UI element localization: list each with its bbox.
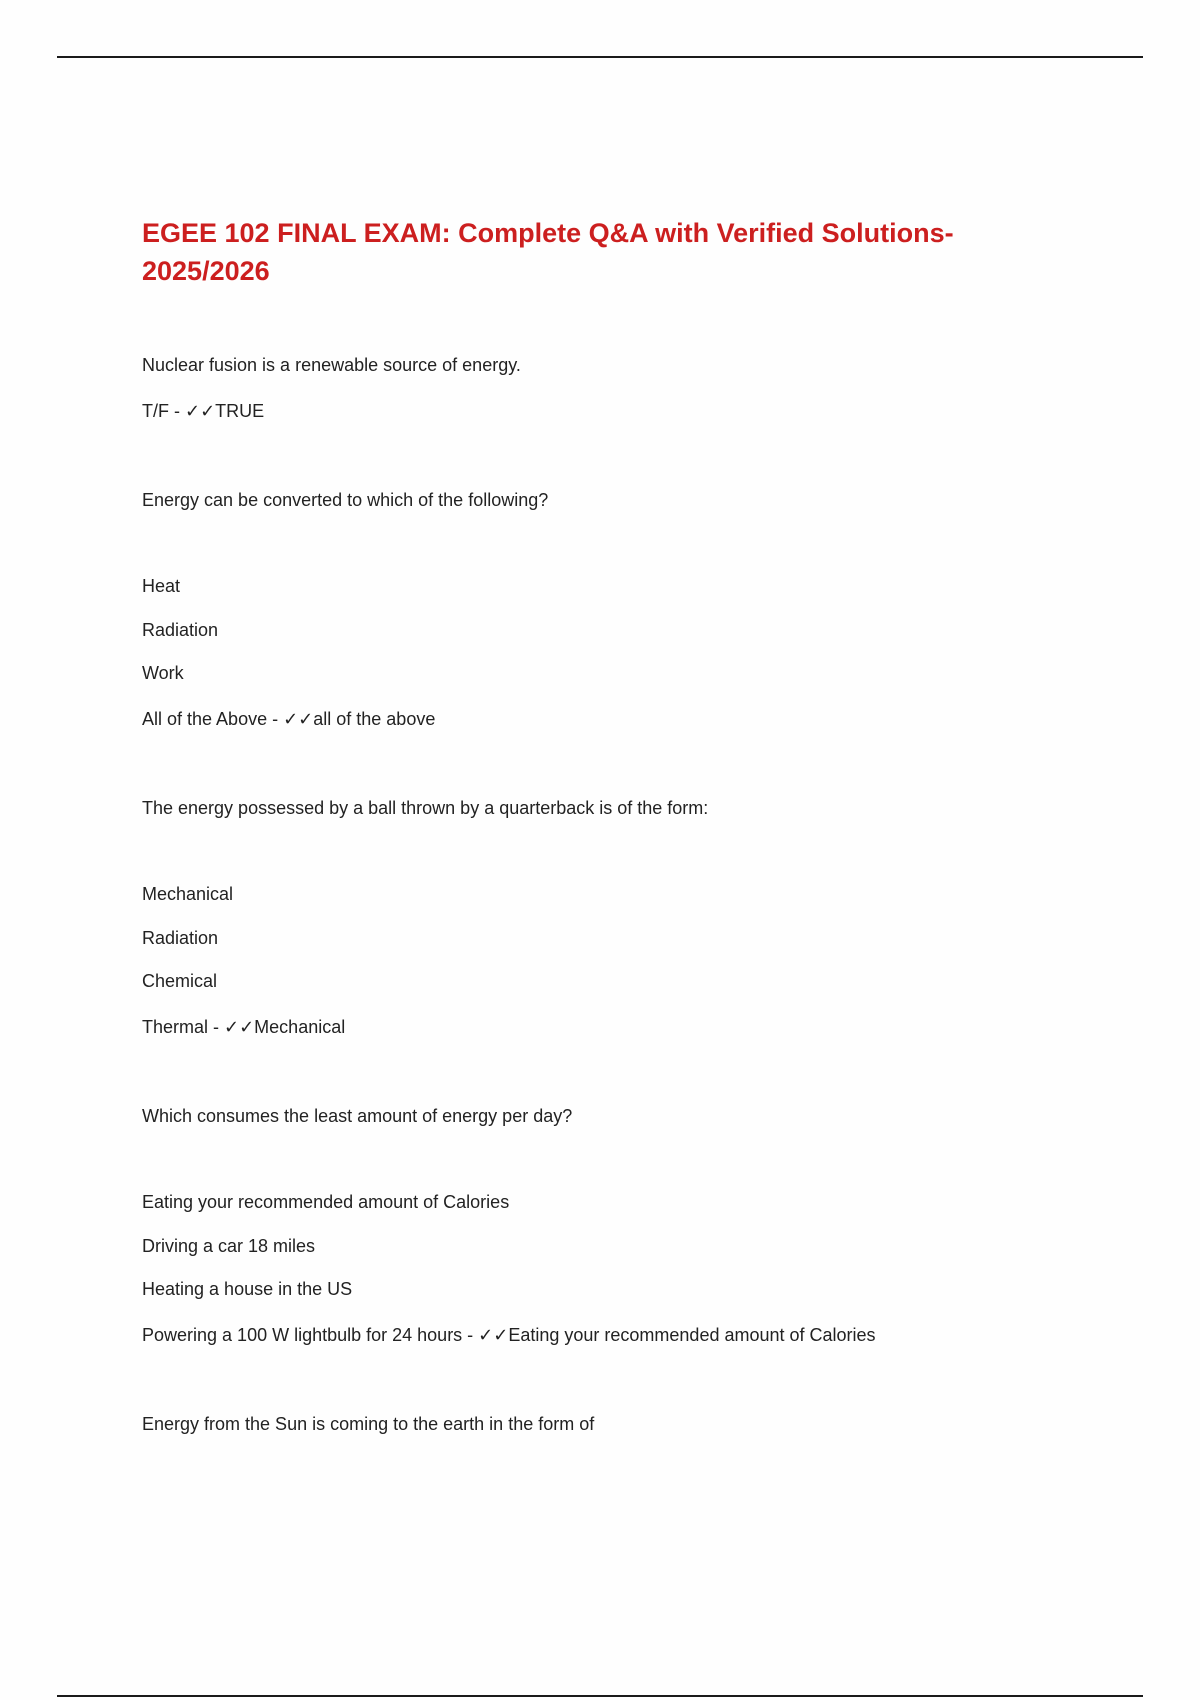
answer-line: Powering a 100 W lightbulb for 24 hours - ✓✓Eating your recommended amount of Calories (142, 1325, 876, 1345)
option-text: Eating your recommended amount of Calories (142, 1192, 510, 1212)
question-text: Energy from the Sun is coming to the earth in the form of (142, 1414, 595, 1434)
footer-rule (57, 1695, 1143, 1697)
answer-line: T/F - ✓✓TRUE (142, 401, 265, 421)
option-text: Heating a house in the US (142, 1279, 353, 1299)
option-text: Radiation (142, 620, 219, 640)
option-text: Driving a car 18 miles (142, 1236, 316, 1256)
question-text: Energy can be converted to which of the following? (142, 490, 549, 510)
option-text: Radiation (142, 928, 219, 948)
option-text: Work (142, 663, 184, 683)
answer-line: All of the Above - ✓✓all of the above (142, 709, 436, 729)
header-rule (57, 56, 1143, 58)
question-text: Which consumes the least amount of energy per day? (142, 1106, 573, 1126)
question-text: Nuclear fusion is a renewable source of energy. (142, 355, 521, 375)
option-text: Chemical (142, 971, 218, 991)
document-title: EGEE 102 FINAL EXAM: Complete Q&A with Verified Solutions-2025/2026 (142, 218, 954, 286)
option-text: Mechanical (142, 884, 234, 904)
question-text: The energy possessed by a ball thrown by a quarterback is of the form: (142, 798, 709, 818)
answer-line: Thermal - ✓✓Mechanical (142, 1017, 346, 1037)
option-text: Heat (142, 576, 181, 596)
